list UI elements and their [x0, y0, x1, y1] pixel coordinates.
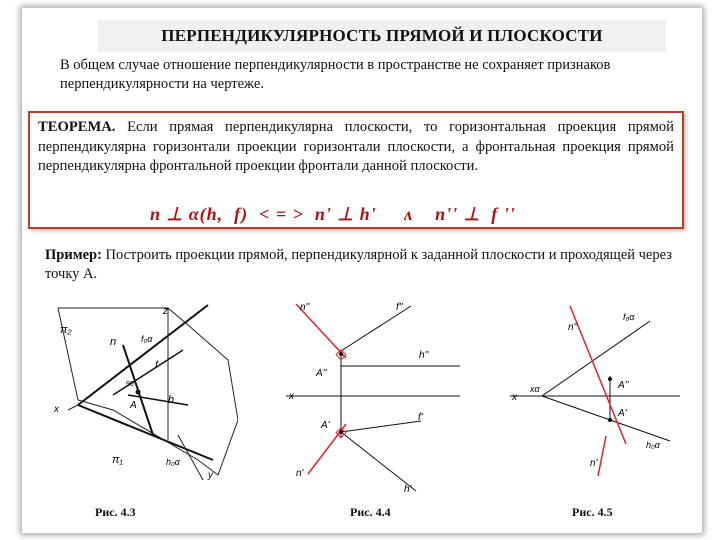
- figure-4-4: [286, 296, 460, 494]
- fig1-f: f: [155, 360, 158, 371]
- fig3-caption: Рис. 4.5: [572, 505, 613, 519]
- fig3-n2: n'': [568, 322, 578, 333]
- example-text: [45, 246, 685, 284]
- fig1-angle: 90°: [126, 381, 137, 388]
- fig1-h0a: h₀α: [166, 457, 180, 467]
- fig2-f2: f'': [396, 302, 403, 313]
- example-body: Построить проекции прямой, перпендикулярной к заданной плоскости и проходящей через точку A.: [45, 247, 672, 282]
- theorem-text: Если прямая перпендикулярна плоскости, то горизонтальная проекция прямой перпендикулярна горизонтали проекции горизонтали плоскости, а фронтальная проекция прямой перпендикулярна фронтальной проекции фронтали данной плоскости.: [38, 119, 674, 174]
- example-label: Пример:: [45, 247, 102, 263]
- fig3-f0a: f₀α: [623, 312, 635, 322]
- figure-4-3: [38, 300, 238, 490]
- fig2-x: x: [289, 391, 294, 402]
- page-title: ПЕРПЕНДИКУЛЯРНОСТЬ ПРЯМОЙ И ПЛОСКОСТИ: [98, 20, 666, 52]
- fig2-a1: A': [321, 420, 330, 431]
- fig2-h2: h'': [419, 350, 429, 361]
- intro-text: В общем случае отношение перпендикулярности в пространстве не сохраняет признаков перпендикулярности на чертеже.: [60, 57, 611, 92]
- fig2-h1: h': [404, 484, 412, 494]
- fig3-a1: A': [618, 408, 627, 419]
- fig1-x: x: [54, 404, 59, 415]
- fig1-y: y: [208, 470, 213, 481]
- fig2-caption: Рис. 4.4: [350, 505, 391, 519]
- theorem-label: ТЕОРЕМА.: [38, 119, 116, 135]
- fig1-f0a: f₀α: [141, 334, 153, 344]
- fig2-n2: n'': [300, 302, 310, 313]
- figure-4-5: [510, 296, 680, 494]
- fig2-f1: f': [418, 412, 423, 423]
- fig1-z: z: [163, 306, 168, 317]
- fig3-x: x: [512, 392, 517, 403]
- theorem-formula: n ⊥ α(h, f) < = > n' ⊥ h' ʌ n'' ⊥ f '': [150, 204, 516, 224]
- fig1-caption: Рис. 4.3: [95, 505, 136, 519]
- fig1-pi1: π₁: [112, 454, 123, 466]
- fig1-h: h: [168, 394, 175, 406]
- fig2-a2: A'': [316, 368, 327, 379]
- fig1-n: n: [110, 336, 117, 348]
- fig2-n1: n': [296, 468, 304, 479]
- fig1-pi2: π₂: [60, 324, 72, 336]
- fig1-a: A: [130, 400, 137, 411]
- fig3-a2: A'': [618, 380, 629, 391]
- fig3-h0a: h₀α: [646, 440, 660, 450]
- fig3-n1: n': [590, 458, 598, 469]
- fig3-xa: xα: [530, 384, 540, 394]
